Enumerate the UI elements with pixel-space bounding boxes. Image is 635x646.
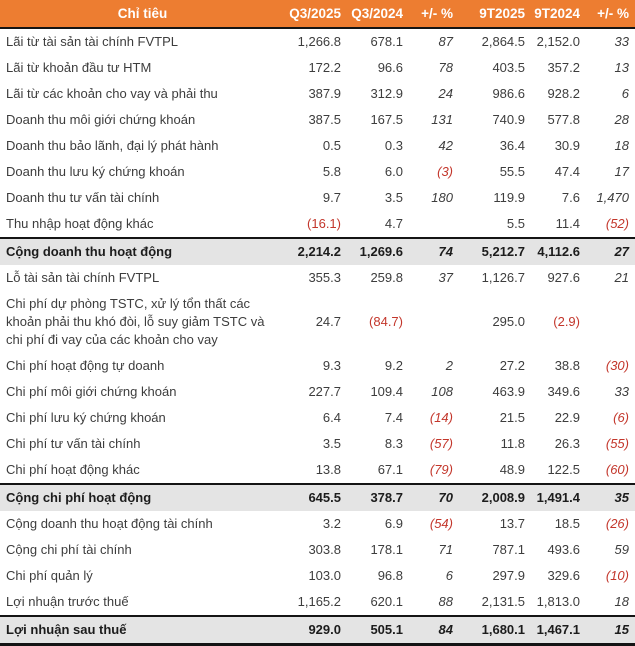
table-cell: (55) [605, 436, 629, 451]
table-cell: 6 [445, 568, 453, 583]
table-row [0, 405, 635, 431]
table-cell: 387.9 [308, 86, 341, 101]
table-cell: 297.9 [492, 568, 525, 583]
table-cell: 1,126.7 [481, 270, 525, 285]
table-cell: 928.2 [547, 86, 580, 101]
table-cell: 13.8 [315, 462, 341, 477]
table-cell: 172.2 [308, 60, 341, 75]
table-cell: 2,864.5 [481, 34, 525, 49]
table-cell: 24 [438, 86, 453, 101]
row-label: Doanh thu môi giới chứng khoán [6, 112, 196, 127]
table-cell: (10) [605, 568, 629, 583]
row-label: Chi phí lưu ký chứng khoán [6, 410, 166, 425]
table-cell: 28 [614, 112, 629, 127]
row-label: Cộng chi phí tài chính [6, 542, 132, 557]
table-cell: 4.7 [384, 216, 403, 231]
table-cell: 2,214.2 [285, 238, 347, 265]
table-cell: 645.5 [285, 484, 347, 511]
table-cell: 36.4 [499, 138, 525, 153]
table-cell: 37 [438, 270, 453, 285]
table-cell: 18 [614, 138, 629, 153]
table-row [0, 353, 635, 379]
table-cell: (6) [613, 410, 629, 425]
table-cell: 96.8 [377, 568, 403, 583]
table-cell: 1,491.4 [531, 484, 586, 511]
table-cell [409, 291, 459, 353]
table-cell: 9.7 [322, 190, 341, 205]
table-cell: 259.8 [370, 270, 403, 285]
table-cell: 84 [409, 616, 459, 645]
row-label: Lãi từ khoản đầu tư HTM [6, 60, 152, 75]
table-cell: (14) [429, 410, 453, 425]
table-cell: (54) [429, 516, 453, 531]
table-cell: 59 [614, 542, 629, 557]
column-header-6: +/- % [586, 0, 635, 28]
table-cell: 7.6 [561, 190, 580, 205]
row-label: Lỗ tài sản tài chính FVTPL [6, 270, 160, 285]
table-cell: (2.9) [553, 314, 580, 329]
table-cell: 355.3 [308, 270, 341, 285]
column-header-1: Q3/2025 [285, 0, 347, 28]
table-row [0, 616, 635, 645]
table-row [0, 291, 635, 353]
table-cell: 47.4 [554, 164, 580, 179]
row-label: Lãi từ các khoản cho vay và phải thu [6, 86, 218, 101]
table-row [0, 589, 635, 616]
table-cell: 109.4 [370, 384, 403, 399]
table-cell: 0.3 [384, 138, 403, 153]
table-cell: 463.9 [492, 384, 525, 399]
table-cell: 22.9 [554, 410, 580, 425]
row-label: Lãi từ tài sản tài chính FVTPL [6, 34, 179, 49]
table-cell: 4,112.6 [531, 238, 586, 265]
row-label: Cộng doanh thu hoạt động tài chính [6, 516, 213, 531]
table-row [0, 379, 635, 405]
row-label: Chi phí hoạt động tự doanh [6, 358, 165, 373]
row-label: Cộng chi phí hoạt động [0, 484, 285, 511]
table-row [0, 133, 635, 159]
table-cell: 55.5 [499, 164, 525, 179]
row-label: Cộng doanh thu hoạt động [0, 238, 285, 265]
table-cell: (52) [605, 216, 629, 231]
table-cell: 3.5 [322, 436, 341, 451]
table-row [0, 457, 635, 484]
table-cell: (26) [605, 516, 629, 531]
table-row [0, 159, 635, 185]
table-body [0, 28, 635, 645]
table-cell: 6.4 [322, 410, 341, 425]
table-cell: 21 [614, 270, 629, 285]
table-cell: 5,212.7 [459, 238, 531, 265]
row-label: Chi phí hoạt động khác [6, 462, 140, 477]
table-cell: 1,467.1 [531, 616, 586, 645]
table-row [0, 55, 635, 81]
table-cell: 493.6 [547, 542, 580, 557]
header-row [0, 0, 635, 28]
table-cell: 387.5 [308, 112, 341, 127]
table-row [0, 265, 635, 291]
table-cell: 71 [438, 542, 453, 557]
table-cell: 178.1 [370, 542, 403, 557]
table-cell: (79) [429, 462, 453, 477]
table-row [0, 185, 635, 211]
table-cell: 357.2 [547, 60, 580, 75]
table-cell: 1,165.2 [297, 594, 341, 609]
table-cell: 2,008.9 [459, 484, 531, 511]
table-cell: 1,266.8 [297, 34, 341, 49]
table-cell: 13 [614, 60, 629, 75]
table-cell [586, 291, 635, 353]
table-cell: 505.1 [347, 616, 409, 645]
table-cell: 11.4 [555, 216, 580, 231]
table-row [0, 537, 635, 563]
row-label: Doanh thu lưu ký chứng khoán [6, 164, 185, 179]
table-cell: 103.0 [308, 568, 341, 583]
table-cell: 1,269.6 [347, 238, 409, 265]
row-label: Chi phí môi giới chứng khoán [6, 384, 177, 399]
table-cell: 303.8 [308, 542, 341, 557]
table-cell: (84.7) [369, 314, 403, 329]
table-cell: 929.0 [285, 616, 347, 645]
table-cell: 5.8 [322, 164, 341, 179]
table-cell: 295.0 [492, 314, 525, 329]
table-cell: 378.7 [347, 484, 409, 511]
table-cell: 227.7 [308, 384, 341, 399]
table-cell: 24.7 [315, 314, 341, 329]
table-cell: 122.5 [547, 462, 580, 477]
table-cell: 577.8 [547, 112, 580, 127]
table-cell: 9.3 [322, 358, 341, 373]
column-header-3: +/- % [409, 0, 459, 28]
table-cell: 5.5 [506, 216, 525, 231]
table-cell: 2,131.5 [481, 594, 525, 609]
table-cell [409, 211, 459, 238]
row-label: Chi phí quản lý [6, 568, 93, 583]
table-row [0, 431, 635, 457]
row-label: Chi phí tư vấn tài chính [6, 436, 141, 451]
column-header-5: 9T2024 [531, 0, 586, 28]
table-cell: 70 [409, 484, 459, 511]
table-row [0, 211, 635, 238]
table-cell: 74 [409, 238, 459, 265]
table-cell: 1,470 [596, 190, 629, 205]
table-cell: 6.9 [384, 516, 403, 531]
table-row [0, 107, 635, 133]
row-label: Doanh thu tư vấn tài chính [6, 190, 160, 205]
table-cell: 787.1 [492, 542, 525, 557]
table-cell: 87 [438, 34, 453, 49]
table-cell: 3.5 [384, 190, 403, 205]
table-cell: 2 [445, 358, 453, 373]
table-cell: 33 [614, 34, 629, 49]
table-cell: 6.0 [384, 164, 403, 179]
table-cell: 986.6 [492, 86, 525, 101]
table-cell: 35 [586, 484, 635, 511]
table-cell: 620.1 [370, 594, 403, 609]
table-cell: 18 [614, 594, 629, 609]
table-cell: 678.1 [370, 34, 403, 49]
table-cell: 26.3 [554, 436, 580, 451]
table-cell: 927.6 [547, 270, 580, 285]
table-cell: 1,813.0 [536, 594, 580, 609]
table-cell: (3) [437, 164, 453, 179]
table-cell: 17 [614, 164, 629, 179]
row-label: Thu nhập hoạt động khác [6, 216, 154, 231]
table-cell: 7.4 [384, 410, 403, 425]
row-label: Lợi nhuận sau thuế [0, 616, 285, 645]
table-cell: 131 [431, 112, 453, 127]
table-cell: 15 [586, 616, 635, 645]
row-label: Lợi nhuận trước thuế [6, 594, 129, 609]
table-cell: 48.9 [499, 462, 525, 477]
table-cell: 13.7 [499, 516, 525, 531]
table-cell: 30.9 [554, 138, 580, 153]
table-cell: 11.8 [500, 436, 525, 451]
table-cell: 1,680.1 [459, 616, 531, 645]
table-cell: 38.8 [554, 358, 580, 373]
column-header-4: 9T2025 [459, 0, 531, 28]
table-cell: 403.5 [492, 60, 525, 75]
table-cell: (30) [605, 358, 629, 373]
table-cell: 312.9 [370, 86, 403, 101]
table-row [0, 563, 635, 589]
column-header-2: Q3/2024 [347, 0, 409, 28]
table-cell: (60) [605, 462, 629, 477]
table-row [0, 81, 635, 107]
table-cell: 88 [438, 594, 453, 609]
table-cell: 18.5 [554, 516, 580, 531]
table-cell: (16.1) [307, 216, 341, 231]
table-cell: 42 [438, 138, 453, 153]
table-cell: 180 [431, 190, 453, 205]
row-label: Doanh thu bảo lãnh, đại lý phát hành [6, 138, 219, 153]
table-row [0, 511, 635, 537]
table-cell: 167.5 [370, 112, 403, 127]
column-header-0: Chỉ tiêu [0, 0, 285, 28]
table-cell: 9.2 [384, 358, 403, 373]
table-cell: 21.5 [499, 410, 525, 425]
table-row [0, 484, 635, 511]
table-cell: 329.6 [547, 568, 580, 583]
table-cell: 2,152.0 [536, 34, 580, 49]
table-cell: 96.6 [377, 60, 403, 75]
table-cell: 8.3 [384, 436, 403, 451]
table-row [0, 28, 635, 55]
table-cell: 27 [586, 238, 635, 265]
table-cell: 740.9 [492, 112, 525, 127]
row-label: Chi phí dự phòng TSTC, xử lý tổn thất các khoản phải thu khó đòi, lỗ suy giảm TSTC và chi phí đi vay của các khoản cho vay [6, 296, 265, 347]
table-cell: 108 [431, 384, 453, 399]
table-cell: 119.9 [493, 190, 525, 205]
table-cell: 27.2 [499, 358, 525, 373]
table-cell: 33 [614, 384, 629, 399]
table-cell: 0.5 [322, 138, 341, 153]
table-row [0, 238, 635, 265]
table-cell: 3.2 [322, 516, 341, 531]
table-cell: 349.6 [547, 384, 580, 399]
table-cell: 78 [438, 60, 453, 75]
table-cell: (57) [429, 436, 453, 451]
table-cell: 67.1 [377, 462, 403, 477]
table-cell: 6 [621, 86, 629, 101]
